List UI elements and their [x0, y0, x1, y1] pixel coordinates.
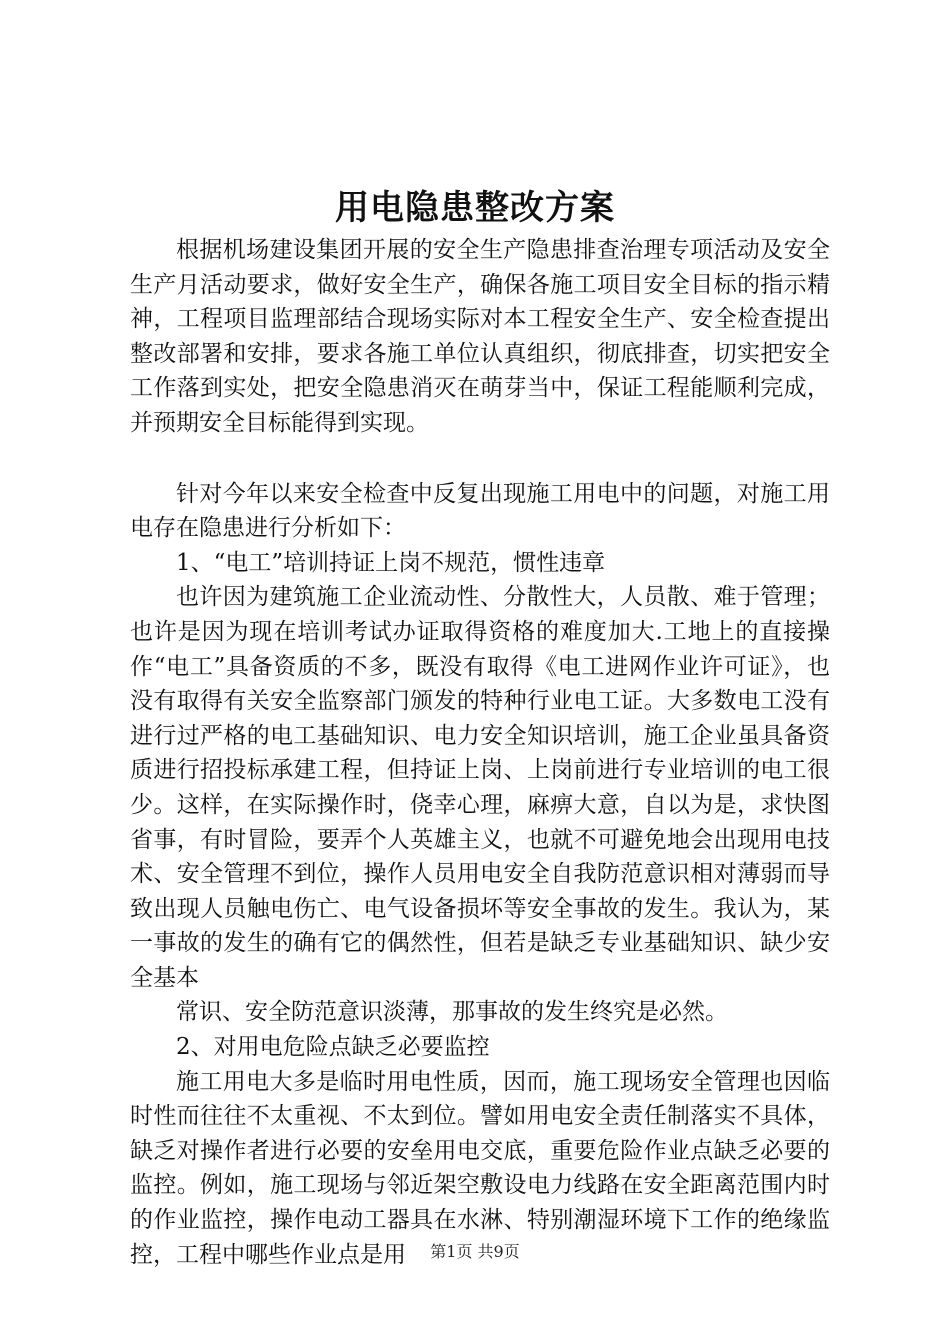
page-footer: 第1页 共9页 [430, 1242, 520, 1261]
paragraph-item-1-body: 也许因为建筑施工企业流动性、分散性大，人员散、难于管理；也许是因为现在培训考试办证取得资格的难度加大.工地上的直接操作“电工”具备资质的不多，既没有取得《电工进网作业许可证》，也没有取得有关安全监察部门颁发的特种行业电工证。大多数电工没有进行过严格的电工基础知识、电力安全知识培训，施工企业虽具备资质进行招投标承建工程，但持证上岗、上岗前进行专业培训的电工很少。这样，在实际操作时，侥幸心理，麻痹大意，自以为是，求快图省事，有时冒险，要弄个人英雄主义，也就不可避免地会出现用电技术、安全管理不到位，操作人员用电安全自我防范意识相对薄弱而导致出现人员触电伤亡、电气设备损坏等安全事故的发生。我认为，某一事故的发生的确有它的偶然性，但若是缺乏专业基础知识、缺少安全基本 [130, 584, 830, 991]
heading-item-1: 1、“电工”培训持证上岗不规范，惯性违章 [176, 549, 606, 576]
document-title: 用电隐患整改方案 [335, 188, 615, 228]
paragraph-item-2-body: 施工用电大多是临时用电性质，因而，施工现场安全管理也因临时性而往往不太重视、不太到位。譬如用电安全责任制落实不具体，缺乏对操作者进行必要的安垒用电交底，重要危险作业点缺乏必要的监控。例如，施工现场与邻近架空敷设电力线路在安全距离范围内时的作业监控，操作电动工器具在水淋、特别潮湿环境下工作的绝缘监控，工程中哪些作业点是用 [130, 1068, 830, 1268]
paragraph-item-1-continuation: 常识、安全防范意识淡薄，那事故的发生终究是必然。 [176, 999, 728, 1026]
paragraph-analysis-lead: 针对今年以来安全检查中反复出现施工用电中的问题，对施工用电存在隐患进行分析如下： [130, 480, 830, 542]
paragraph-intro: 根据机场建设集团开展的安全生产隐患排查治理专项活动及安全生产月活动要求，做好安全生产，确保各施工项目安全目标的指示精神，工程项目监理部结合现场实际对本工程安全生产、安全检查提出整改部署和安排，要求各施工单位认真组织，彻底排查，切实把安全工作落到实处，把安全隐患消灭在萌芽当中，保证工程能顺利完成，并预期安全目标能得到实现。 [130, 237, 830, 436]
document-body [130, 233, 830, 1272]
heading-item-2: 2、对用电危险点缺乏必要监控 [176, 1034, 490, 1061]
